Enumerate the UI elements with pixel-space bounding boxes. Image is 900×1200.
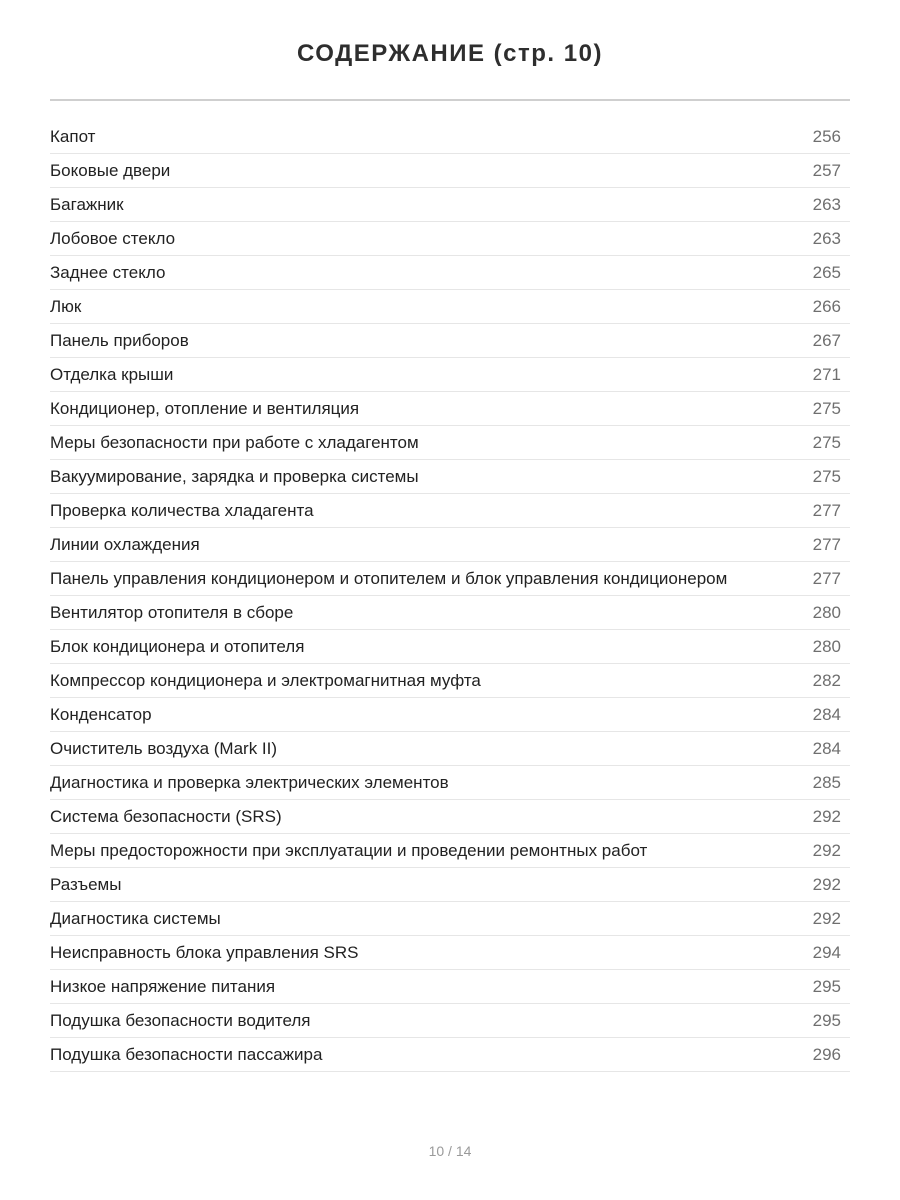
toc-entry-title: Лобовое стекло xyxy=(50,228,176,248)
toc-entry-title: Конденсатор xyxy=(50,704,152,724)
toc-entry[interactable] xyxy=(50,256,850,290)
toc-entry-page: 263 xyxy=(812,194,841,214)
toc-entry-title: Разъемы xyxy=(50,874,122,894)
toc-entry[interactable] xyxy=(50,766,850,800)
toc-entry-title: Вакуумирование, зарядка и проверка системы xyxy=(50,466,419,486)
toc-entry[interactable] xyxy=(50,222,850,256)
toc-entry[interactable] xyxy=(50,970,850,1004)
toc-entry-page: 275 xyxy=(812,398,841,418)
toc-entry-title: Неисправность блока управления SRS xyxy=(50,942,359,962)
toc-entry[interactable] xyxy=(50,664,850,698)
toc-entry-title: Панель управления кондиционером и отопителем и блок управления кондиционером xyxy=(50,568,728,588)
toc-entry-page: 265 xyxy=(812,262,841,282)
toc-entry-page: 292 xyxy=(812,806,841,826)
toc-entry[interactable] xyxy=(50,528,850,562)
toc-entry-title: Подушка безопасности водителя xyxy=(50,1010,311,1030)
toc-entry[interactable] xyxy=(50,834,850,868)
toc-entry[interactable] xyxy=(50,324,850,358)
toc-entry[interactable] xyxy=(50,154,850,188)
toc-entry-title: Блок кондиционера и отопителя xyxy=(50,636,305,656)
toc-entry-title: Низкое напряжение питания xyxy=(50,976,276,996)
toc-entry-page: 296 xyxy=(812,1044,841,1064)
toc-entry[interactable] xyxy=(50,1004,850,1038)
toc-entry-page: 275 xyxy=(812,466,841,486)
toc-entry-page: 266 xyxy=(812,296,841,316)
toc-entry[interactable] xyxy=(50,392,850,426)
toc-list xyxy=(50,120,850,1072)
toc-entry-title: Меры безопасности при работе с хладагентом xyxy=(50,432,419,452)
toc-entry-page: 295 xyxy=(812,976,841,996)
toc-entry-page: 292 xyxy=(812,908,841,928)
page-title: СОДЕРЖАНИЕ (стр. 10) xyxy=(297,40,603,67)
toc-entry-page: 277 xyxy=(812,534,841,554)
toc-entry[interactable] xyxy=(50,732,850,766)
toc-entry-page: 284 xyxy=(812,738,841,758)
toc-entry[interactable] xyxy=(50,936,850,970)
toc-entry-page: 294 xyxy=(812,942,841,962)
toc-entry-title: Очиститель воздуха (Mark II) xyxy=(50,738,278,758)
toc-entry[interactable] xyxy=(50,902,850,936)
toc-entry[interactable] xyxy=(50,1038,850,1072)
toc-entry-title: Заднее стекло xyxy=(50,262,166,282)
toc-entry-page: 271 xyxy=(812,364,841,384)
toc-entry-page: 292 xyxy=(812,840,841,860)
toc-entry-page: 267 xyxy=(812,330,841,350)
toc-entry-page: 280 xyxy=(812,602,841,622)
toc-entry[interactable] xyxy=(50,800,850,834)
toc-entry-page: 282 xyxy=(812,670,841,690)
toc-entry[interactable] xyxy=(50,562,850,596)
toc-entry-title: Панель приборов xyxy=(50,330,189,350)
toc-entry-title: Вентилятор отопителя в сборе xyxy=(50,602,294,622)
toc-entry-title: Подушка безопасности пассажира xyxy=(50,1044,323,1064)
toc-entry-title: Компрессор кондиционера и электромагнитная муфта xyxy=(50,670,481,690)
toc-entry-title: Диагностика и проверка электрических элементов xyxy=(50,772,449,792)
toc-entry-title: Проверка количества хладагента xyxy=(50,500,314,520)
toc-entry[interactable] xyxy=(50,868,850,902)
toc-entry-page: 257 xyxy=(812,160,841,180)
toc-entry-title: Кондиционер, отопление и вентиляция xyxy=(50,398,360,418)
toc-entry-title: Боковые двери xyxy=(50,160,171,180)
toc-entry-page: 277 xyxy=(812,568,841,588)
toc-entry-page: 256 xyxy=(812,126,841,146)
toc-entry[interactable] xyxy=(50,460,850,494)
toc-entry-page: 263 xyxy=(812,228,841,248)
toc-entry[interactable] xyxy=(50,596,850,630)
toc-entry[interactable] xyxy=(50,630,850,664)
toc-entry-title: Капот xyxy=(50,126,96,146)
toc-entry-title: Отделка крыши xyxy=(50,364,174,384)
toc-entry-page: 285 xyxy=(812,772,841,792)
toc-entry-page: 292 xyxy=(812,874,841,894)
toc-entry-page: 280 xyxy=(812,636,841,656)
toc-entry-title: Меры предосторожности при эксплуатации и проведении ремонтных работ xyxy=(50,840,648,860)
toc-entry-title: Линии охлаждения xyxy=(50,534,200,554)
toc-entry[interactable] xyxy=(50,698,850,732)
toc-entry-page: 284 xyxy=(812,704,841,724)
toc-entry[interactable] xyxy=(50,494,850,528)
title-divider xyxy=(50,99,850,101)
page-indicator: 10 / 14 xyxy=(428,1143,472,1159)
toc-entry-page: 277 xyxy=(812,500,841,520)
toc-entry[interactable] xyxy=(50,426,850,460)
toc-entry[interactable] xyxy=(50,188,850,222)
toc-entry-page: 295 xyxy=(812,1010,841,1030)
toc-entry-title: Диагностика системы xyxy=(50,908,221,928)
toc-entry-title: Система безопасности (SRS) xyxy=(50,806,282,826)
toc-entry[interactable] xyxy=(50,290,850,324)
toc-entry-title: Люк xyxy=(50,296,82,316)
toc-entry-title: Багажник xyxy=(50,194,124,214)
toc-entry[interactable] xyxy=(50,120,850,154)
toc-entry-page: 275 xyxy=(812,432,841,452)
toc-entry[interactable] xyxy=(50,358,850,392)
